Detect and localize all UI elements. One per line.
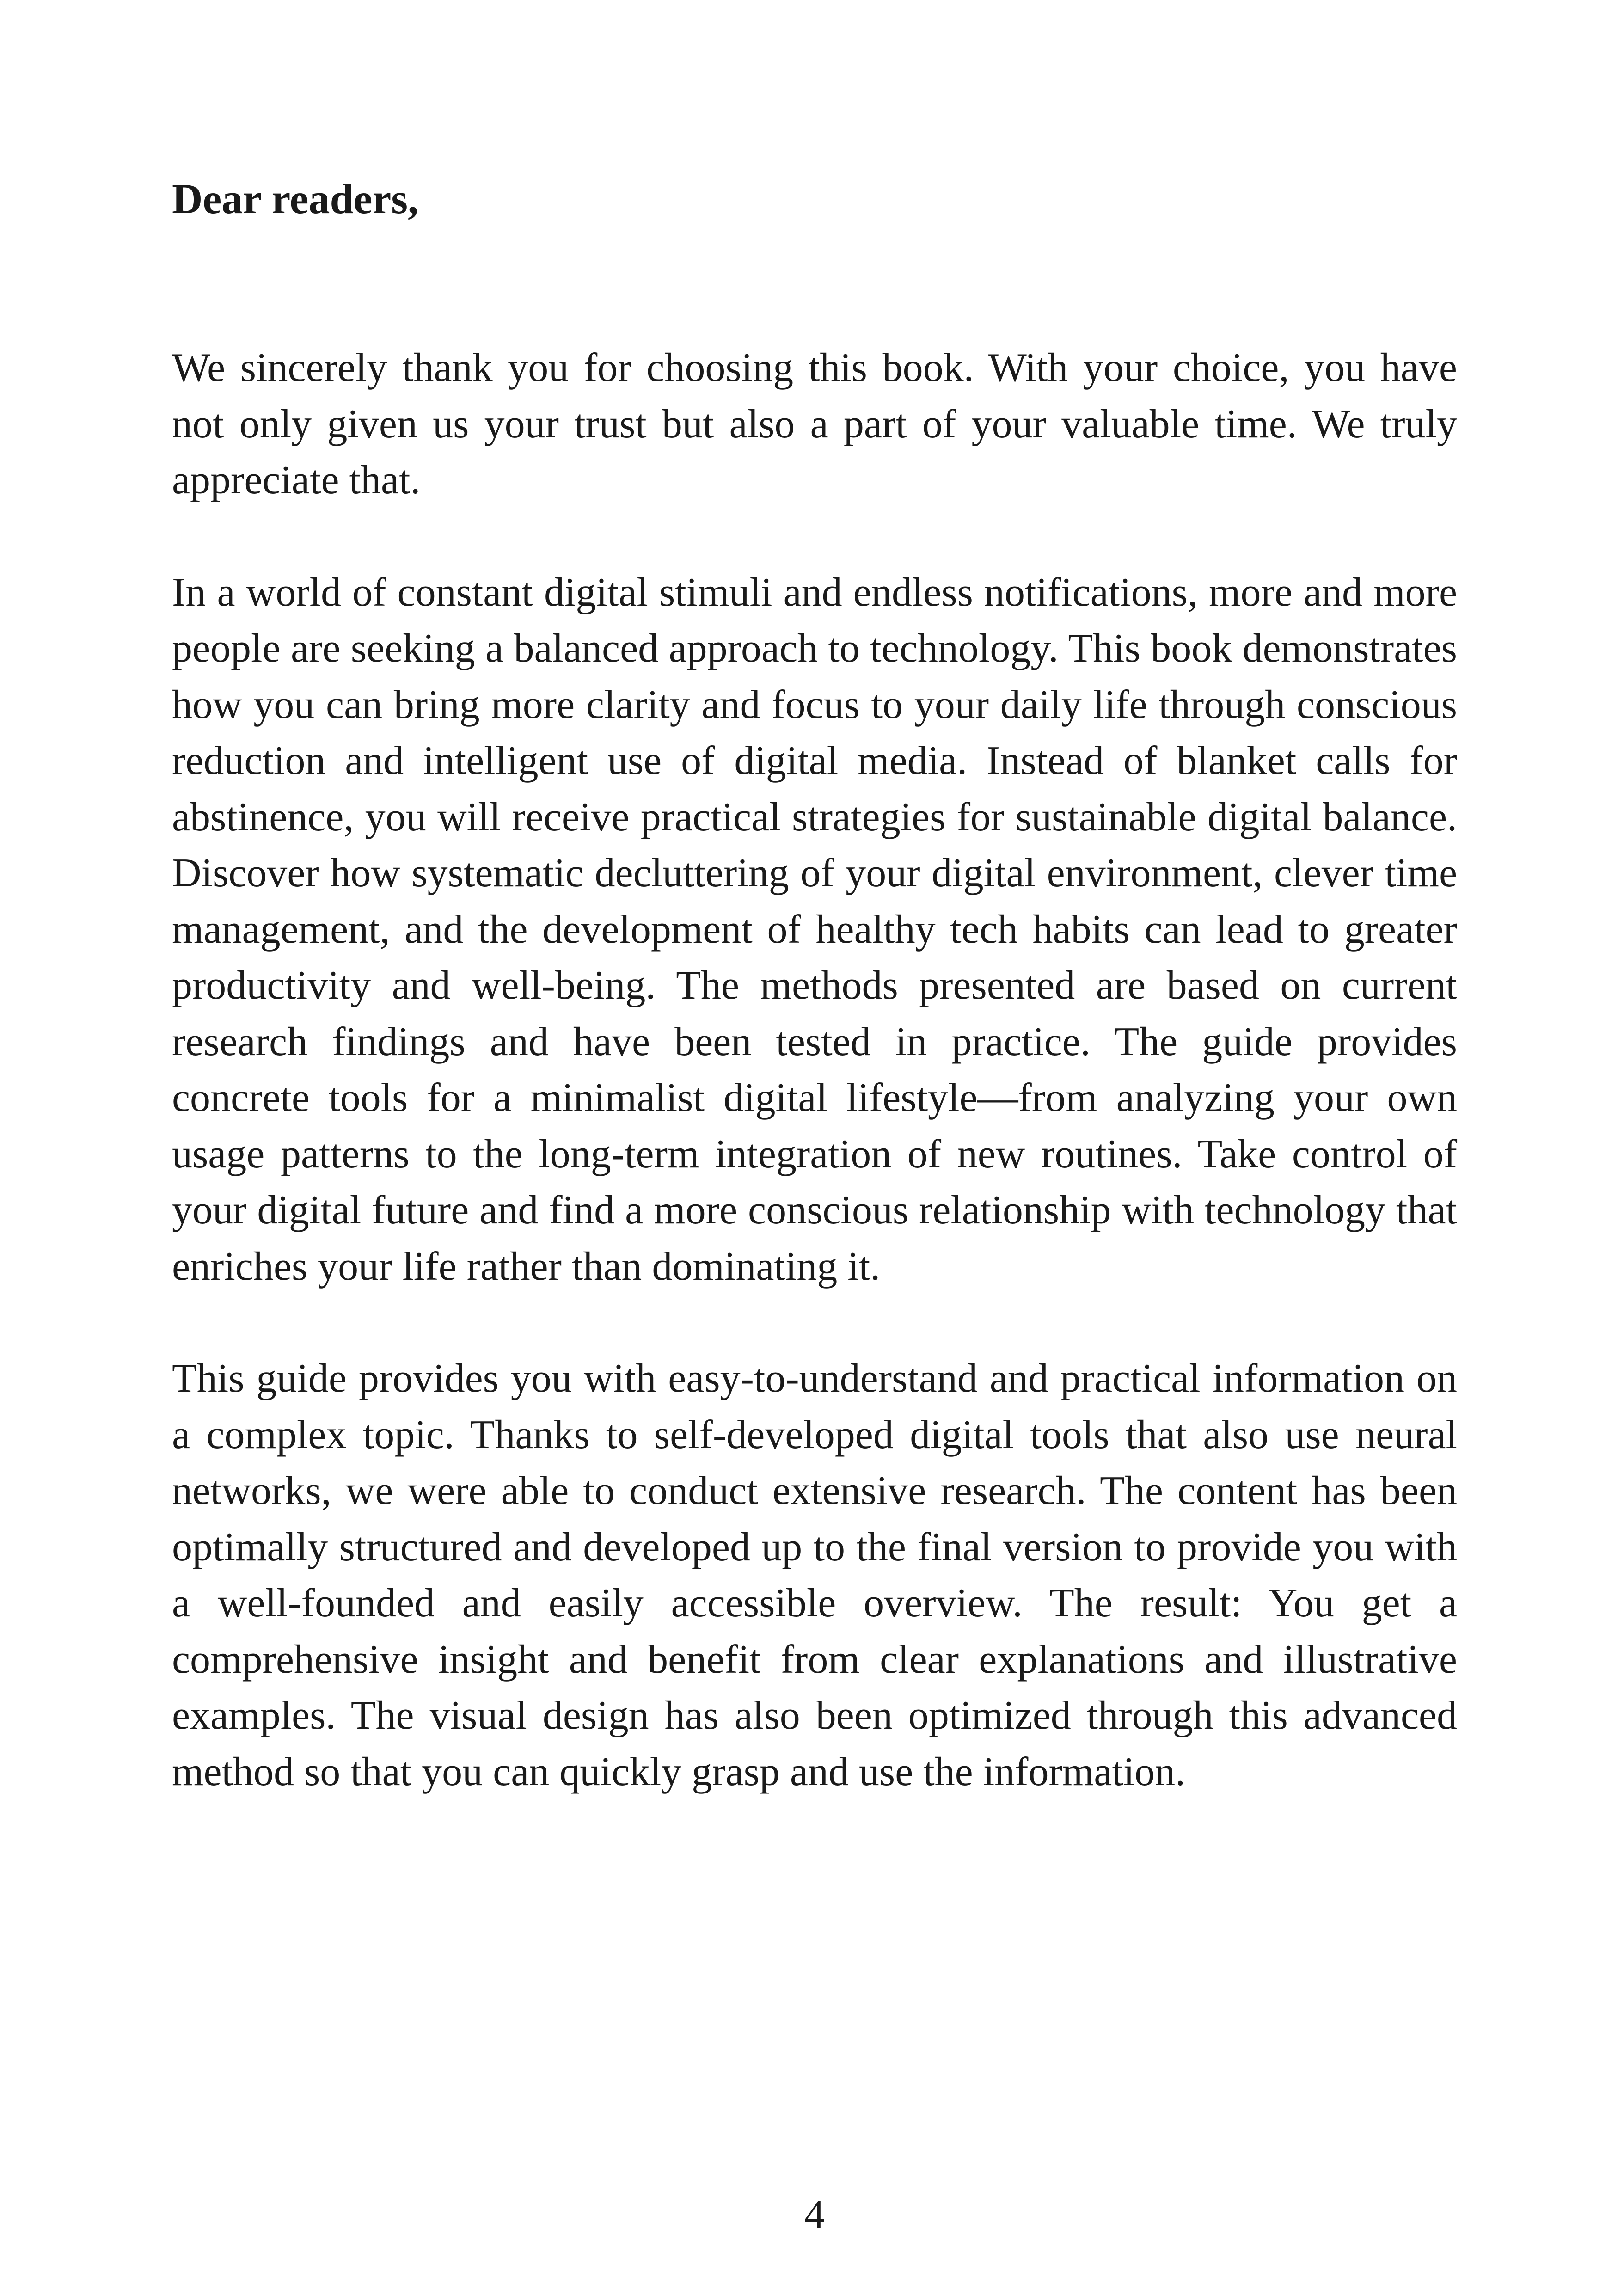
paragraph-thanks: We sincerely thank you for choosing this book. With your choice, you have not only given us your trust but also a part of your valuable time. We truly appreciate that. [172, 345, 1457, 503]
salutation-heading: Dear readers, [172, 175, 419, 222]
page-number: 4 [804, 2192, 825, 2237]
document-page [172, 0, 1457, 2296]
paragraph-book-description: In a world of constant digital stimuli and endless notifications, more and more people are seeking a balanced approach to technology. This book demonstrates how you can bring more clarity and focus to your daily life through conscious reduction and intelligent use of digital media. Instead of blanket calls for abstinence, you will receive practical strategies for sustainable digital balance. Discover how systematic decluttering of your digital environment, clever time management, and the development of healthy tech habits can lead to greater productivity and well-being. The methods presented are based on current research findings and have been tested in practice. The guide provides concrete tools for a minimalist digital lifestyle—from analyzing your own usage patterns to the long-term integration of new routines. Take control of your digital future and find a more conscious relationship with technology that enriches your life rather than dominating it. [172, 570, 1457, 1289]
paragraph-guide-method: This guide provides you with easy-to-understand and practical information on a complex topic. Thanks to self-developed digital tools that also use neural networks, we were able to conduct extensive research. The content has been optimally structured and developed up to the final version to provide you with a well-founded and easily accessible overview. The result: You get a comprehensive insight and benefit from clear explanations and illustrative examples. The visual design has also been optimized through this advanced method so that you can quickly grasp and use the information. [172, 1356, 1457, 1794]
body-text [172, 340, 1457, 1856]
